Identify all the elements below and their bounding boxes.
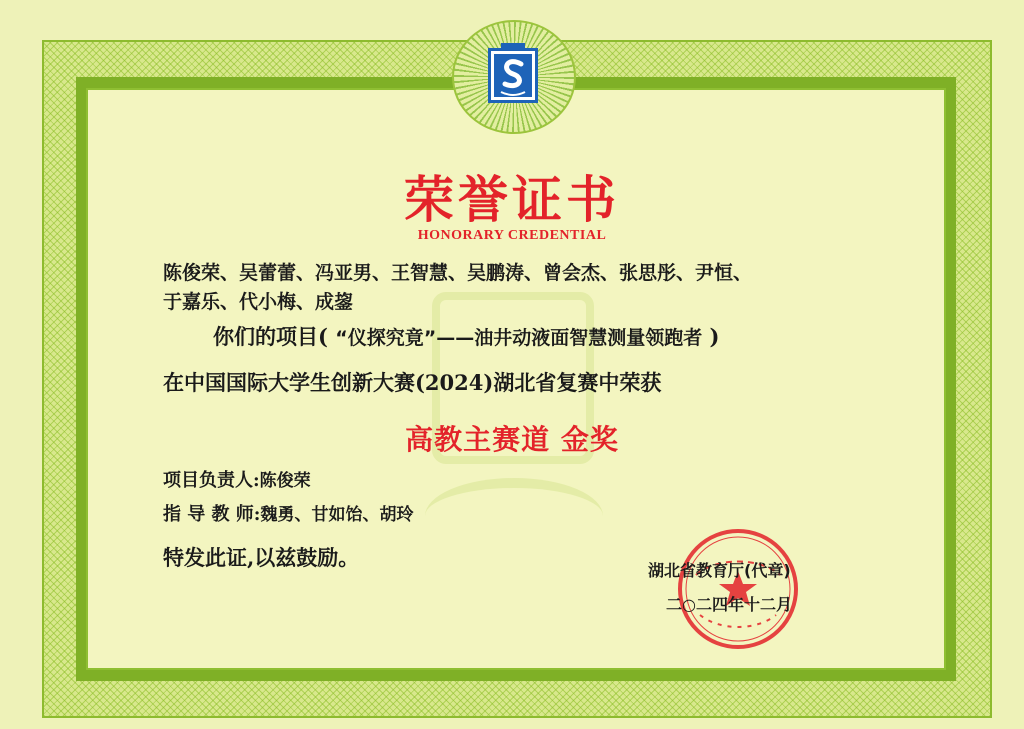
project-line	[213, 321, 719, 351]
issue-date: 二○二四年十二月	[666, 595, 792, 614]
certificate-title: 荣誉证书	[404, 170, 620, 229]
competition-line: 在中国国际大学生创新大赛(2024)湖北省复赛中荣获	[163, 370, 662, 395]
advisor-label: 指 导 教 师:	[163, 504, 261, 525]
project-lead-label: 项目负责人:	[163, 470, 260, 491]
education-emblem-icon	[487, 42, 539, 104]
project-lead	[163, 466, 311, 492]
advisor-names: 魏勇、甘如饴、胡玲	[260, 505, 414, 525]
project-name: “仪探究竟”——油井动液面智慧测量领跑者	[335, 327, 703, 349]
names-line-2: 于嘉乐、代小梅、成鋆	[163, 291, 354, 313]
project-prefix: 你们的项目(	[213, 324, 328, 349]
advisors	[163, 500, 413, 526]
award-title: 高教主赛道 金奖	[405, 423, 619, 456]
recipient-names	[163, 259, 893, 317]
certificate-subtitle: HONORARY CREDENTIAL	[417, 228, 607, 243]
names-line-1: 陈俊荣、吴蕾蕾、冯亚男、王智慧、吴鹏涛、曾会杰、张思彤、尹恒、	[163, 262, 753, 284]
project-lead-name: 陈俊荣	[259, 471, 311, 491]
closing-statement: 特发此证,以兹鼓励。	[163, 545, 360, 570]
project-suffix: )	[709, 324, 720, 349]
official-seal-icon	[676, 527, 800, 651]
issuer: 湖北省教育厅(代章)	[648, 561, 791, 580]
